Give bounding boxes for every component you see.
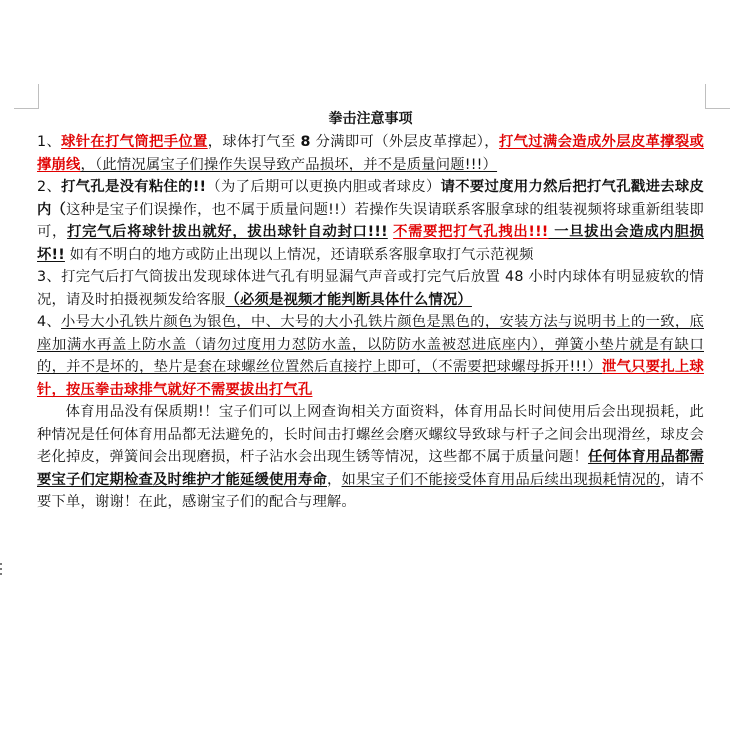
text-run: 3、打完气后打气筒拔出发现球体进气孔有明显漏气声音或打完气后放置 48 小时内球体有明显疲软的情况，请及时拍摄视频发给客服 — [37, 269, 704, 308]
text-run: ，（此情况属宝子们操作失误导致产品损坏，并不是质量问题!!!） — [80, 156, 498, 173]
text-run: （必须是视频才能判断具体什么情况） — [225, 291, 472, 308]
paragraph-4 — [37, 311, 704, 401]
text-run: 分满即可（外层皮革撑起）， — [310, 134, 499, 150]
paragraph-3 — [37, 266, 704, 311]
text-run: （为了后期可以更换内胆或者球皮） — [206, 179, 441, 195]
text-run: 打完气后将球针拔出就好，拔出球针自动封口!!! — [67, 224, 388, 240]
document-title: 拳击注意事项 — [328, 111, 413, 127]
text-run: 4、 — [37, 314, 62, 330]
text-run: 小号大小孔铁片颜色为银色，中、大号的大小孔铁片颜色是黑色的，安装方法与说明书上的一致，底座加满水再盖上防水盖（请勿过度用力怼防水盖，以防防水盖被怼进底座内），弹簧小垫片就是有缺口的，并不是坏的，垫片是套在球螺丝位置然后直接拧上即可，（不需要把球螺母拆开!!!） — [37, 314, 704, 375]
paragraph-1 — [37, 131, 704, 176]
document-body — [37, 131, 704, 514]
paragraph-2 — [37, 176, 704, 266]
margin-grip-handle[interactable] — [0, 563, 3, 577]
text-run: ，球体打气至 — [207, 134, 301, 150]
document-page — [37, 109, 704, 514]
text-run: 打气孔是没有粘住的!! — [61, 179, 207, 195]
text-run: 8 — [300, 134, 311, 150]
paragraph-5 — [37, 401, 704, 514]
text-run: 任何体育用品都需要宝子们定期检查及时维护才能延缓使用寿命 — [37, 449, 704, 488]
text-run: 请不要过度用力然后把打气孔戳进去球皮内（ — [37, 179, 704, 218]
text-run: ，请不要下单，谢谢！在此，感谢宝子们的配合与理解。 — [37, 471, 704, 510]
text-run: 打气过满会造成外层皮革撑裂或撑崩线 — [37, 134, 704, 173]
text-run: 如有不明白的地方或防止出现以上情况，还请联系客服拿取打气示范视频 — [64, 246, 534, 263]
text-run: ， — [327, 471, 342, 488]
text-run: 一旦拔出会造成内胆损坏!! — [37, 224, 704, 263]
text-run: 这种是宝子们误操作，也不属于质量问题!!）若操作失误请联系客服拿球的组装视频将球重新组装即可， — [37, 201, 704, 240]
page-corner-mark-top-left — [14, 84, 39, 109]
text-run: 2、 — [37, 179, 62, 195]
text-run: 不需要把打气孔拽出!!! — [393, 224, 549, 240]
text-run: 泄气只要扎上球针，按压拳击球排气就好不需要拔出打气孔 — [37, 359, 704, 398]
text-run: 如果宝子们不能接受体育用品后续出现损耗情况的 — [341, 471, 661, 488]
text-run: 体育用品没有保质期!！宝子们可以上网查询相关方面资料，体育用品长时间使用后会出现损耗，此种情况是任何体育用品都无法避免的，长时间击打螺丝会磨灭螺纹导致球与杆子之间会出现滑丝，球皮会老化掉皮，弹簧间会出现磨损，杆子沾水会出现生锈等情况，这些都不属于质量问题！ — [37, 404, 704, 465]
text-run: 球针在打气筒把手位置 — [61, 134, 208, 150]
page-corner-mark-top-right — [705, 84, 730, 109]
text-run: 1、 — [37, 134, 62, 150]
